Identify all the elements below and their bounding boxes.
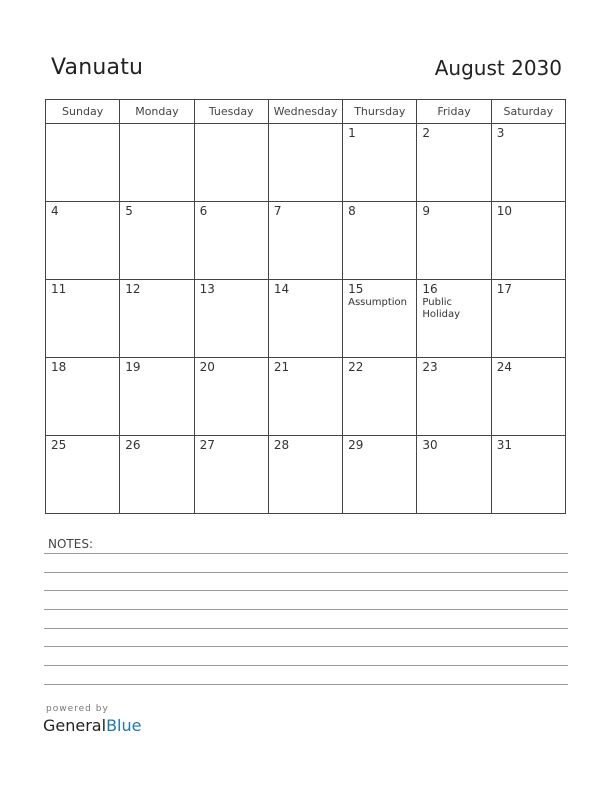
day-number: 13 (199, 282, 215, 296)
day-number: 29 (348, 438, 364, 452)
day-number: 26 (125, 438, 141, 452)
day-number: 17 (496, 282, 512, 296)
day-cell (46, 280, 120, 358)
day-cell (268, 358, 342, 436)
day-number: 2 (422, 126, 431, 140)
day-number: 27 (199, 438, 215, 452)
day-cell (417, 202, 491, 280)
day-number (269, 124, 342, 127)
day-cell (46, 202, 120, 280)
day-cell (46, 358, 120, 436)
day-cell (268, 124, 342, 202)
day-cell (120, 436, 194, 514)
weekday-sunday: Sunday (46, 100, 120, 124)
note-line (44, 553, 568, 554)
day-number: 25 (51, 438, 67, 452)
weekday-saturday: Saturday (491, 100, 565, 124)
day-cell (46, 124, 120, 202)
holiday-label: Public Holiday (422, 297, 460, 320)
day-number: 12 (125, 282, 141, 296)
day-cell (343, 436, 417, 514)
brand-general: General (43, 716, 107, 735)
day-cell (46, 436, 120, 514)
day-cell (417, 436, 491, 514)
day-number: 24 (496, 360, 512, 374)
week-row (46, 436, 566, 514)
weekday-tuesday: Tuesday (194, 100, 268, 124)
notes-label: NOTES: (48, 537, 93, 551)
day-cell (120, 124, 194, 202)
day-number: 19 (125, 360, 141, 374)
day-cell (120, 280, 194, 358)
day-cell (194, 436, 268, 514)
day-cell (120, 358, 194, 436)
note-line (44, 572, 568, 573)
week-row (46, 124, 566, 202)
day-number: 1 (348, 126, 356, 140)
day-cell (343, 124, 417, 202)
day-number: 7 (273, 204, 282, 218)
day-number: 10 (496, 204, 512, 218)
day-number: 3 (496, 126, 505, 140)
day-number (46, 124, 119, 127)
day-number: 28 (273, 438, 290, 452)
day-number: 5 (125, 204, 133, 218)
note-line (44, 609, 568, 610)
day-cell (194, 202, 268, 280)
note-line (44, 590, 568, 591)
day-number: 16 (422, 282, 438, 296)
day-cell (491, 358, 565, 436)
calendar-grid (45, 99, 566, 514)
day-number: 23 (422, 360, 438, 374)
day-cell (417, 358, 491, 436)
day-number: 14 (273, 282, 290, 296)
weekday-monday: Monday (120, 100, 194, 124)
weekday-friday: Friday (417, 100, 491, 124)
day-cell (194, 358, 268, 436)
day-cell (343, 280, 417, 358)
note-line (44, 646, 568, 647)
day-number: 9 (422, 204, 431, 218)
day-cell (120, 202, 194, 280)
day-cell (491, 124, 565, 202)
day-cell (491, 280, 565, 358)
day-cell (343, 202, 417, 280)
day-number: 30 (422, 438, 438, 452)
day-cell (268, 280, 342, 358)
day-cell (417, 280, 491, 358)
week-row (46, 280, 566, 358)
weekday-header-row (46, 100, 566, 124)
holiday-label: Assumption (348, 297, 407, 308)
day-cell (343, 358, 417, 436)
day-number: 6 (199, 204, 208, 218)
day-number: 15 (348, 282, 364, 296)
day-number: 22 (348, 360, 364, 374)
weekday-thursday: Thursday (343, 100, 417, 124)
weekday-wednesday: Wednesday (268, 100, 342, 124)
day-cell (194, 124, 268, 202)
day-number: 18 (51, 360, 67, 374)
note-line (44, 684, 568, 685)
day-number: 11 (51, 282, 67, 296)
day-number: 31 (496, 438, 512, 452)
day-cell (491, 436, 565, 514)
week-row (46, 358, 566, 436)
brand-blue: Blue (106, 716, 142, 735)
generalblue-logo[interactable] (43, 716, 141, 735)
day-cell (268, 202, 342, 280)
day-cell (417, 124, 491, 202)
day-number: 21 (273, 360, 290, 374)
day-cell (268, 436, 342, 514)
note-line (44, 665, 568, 666)
note-line (44, 628, 568, 629)
country-title: Vanuatu (51, 55, 144, 80)
day-number (120, 124, 193, 127)
day-number (195, 124, 268, 127)
powered-by-text: powered by (46, 704, 109, 714)
day-number: 20 (199, 360, 215, 374)
month-title: August 2030 (434, 56, 562, 80)
day-number: 8 (348, 204, 356, 218)
day-cell (491, 202, 565, 280)
week-row (46, 202, 566, 280)
day-number: 4 (51, 204, 59, 218)
day-cell (194, 280, 268, 358)
